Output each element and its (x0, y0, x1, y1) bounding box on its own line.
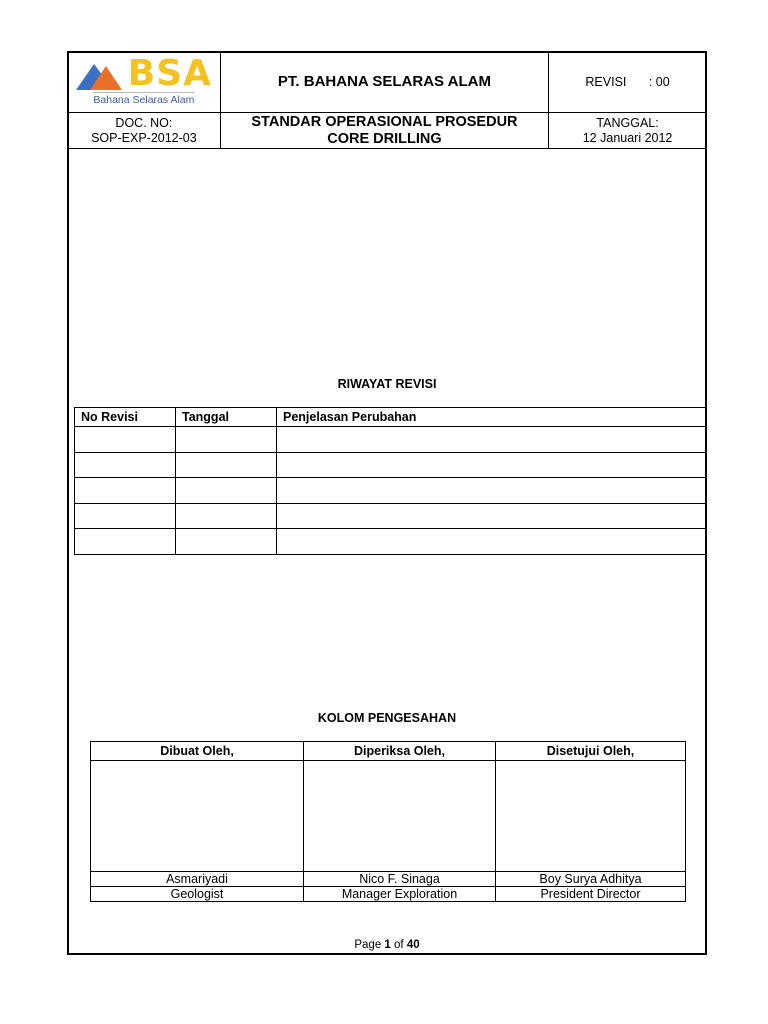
table-cell (277, 452, 706, 478)
position-row (91, 887, 686, 902)
table-cell (75, 503, 176, 529)
table-cell (75, 529, 176, 555)
tanggal-value: 12 Januari 2012 (582, 130, 673, 145)
revisi-cell (549, 52, 707, 113)
name-diperiksa: Nico F. Sinaga (304, 872, 496, 887)
sop-title-line2: CORE DRILLING (327, 130, 442, 147)
mountain-logo-icon (76, 58, 128, 90)
position-dibuat: Geologist (91, 887, 304, 902)
table-cell (277, 529, 706, 555)
signature-box-disetujui (496, 761, 686, 872)
name-row (91, 872, 686, 887)
table-row (75, 503, 706, 529)
col-dibuat: Dibuat Oleh, (91, 742, 304, 761)
table-row (75, 529, 706, 555)
col-no-revisi: No Revisi (75, 408, 176, 427)
doc-no-label: DOC. NO: (115, 115, 173, 130)
page-current: 1 (384, 939, 391, 951)
table-cell (277, 478, 706, 504)
revisi-value: : 00 (648, 75, 670, 89)
page-total: 40 (406, 939, 420, 951)
of-label: of (394, 939, 404, 951)
sop-title-line1: STANDAR OPERASIONAL PROSEDUR (251, 113, 518, 130)
approval-table (90, 741, 686, 902)
table-cell (277, 427, 706, 453)
logo-tagline: Bahana Selaras Alam (93, 94, 195, 106)
table-cell (176, 503, 277, 529)
col-tanggal: Tanggal (176, 408, 277, 427)
signature-row (91, 761, 686, 872)
page-label: Page (354, 939, 382, 951)
name-disetujui: Boy Surya Adhitya (496, 872, 686, 887)
table-cell (176, 478, 277, 504)
col-diperiksa: Diperiksa Oleh, (304, 742, 496, 761)
doc-no-value: SOP-EXP-2012-03 (91, 130, 197, 145)
table-row (75, 427, 706, 453)
table-cell (75, 478, 176, 504)
table-cell (176, 427, 277, 453)
table-cell (75, 452, 176, 478)
table-cell (176, 452, 277, 478)
approval-header-row (91, 742, 686, 761)
table-cell (277, 503, 706, 529)
col-disetujui: Disetujui Oleh, (496, 742, 686, 761)
position-diperiksa: Manager Exploration (304, 887, 496, 902)
revisi-label: REVISI (585, 75, 627, 89)
table-row (75, 452, 706, 478)
company-logo (68, 53, 220, 106)
revision-title: RIWAYAT REVISI (337, 377, 437, 391)
company-name: PT. BAHANA SELARAS ALAM (277, 73, 491, 90)
revision-header-row (75, 408, 706, 427)
company-cell (220, 52, 548, 113)
revision-table (74, 407, 706, 555)
table-cell (176, 529, 277, 555)
table-row (75, 478, 706, 504)
document-header (67, 51, 707, 149)
sop-title-cell (220, 113, 548, 149)
table-cell (75, 427, 176, 453)
signature-box-diperiksa (304, 761, 496, 872)
logo-cell (68, 52, 221, 113)
doc-no-cell (68, 113, 221, 149)
page-footer (67, 939, 707, 951)
col-penjelasan: Penjelasan Perubahan (277, 408, 706, 427)
tanggal-label: TANGGAL: (596, 115, 659, 130)
name-dibuat: Asmariyadi (91, 872, 304, 887)
logo-text: BSA (127, 53, 213, 94)
approval-title: KOLOM PENGESAHAN (317, 711, 457, 725)
position-disetujui: President Director (496, 887, 686, 902)
signature-box-dibuat (91, 761, 304, 872)
tanggal-cell (549, 113, 707, 149)
